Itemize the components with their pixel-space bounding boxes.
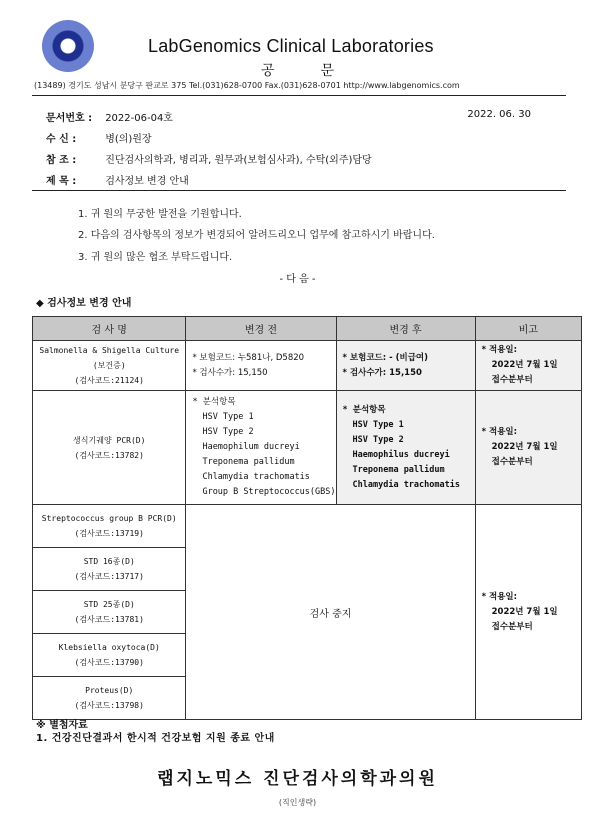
after-cell: [336, 341, 475, 391]
col-header-test-name: 검 사 명: [33, 317, 186, 341]
before-fee: * 검사수가: 15,150: [192, 367, 268, 378]
doc-date: 2022. 06. 30: [467, 109, 531, 120]
org-address: (13489) 경기도 성남시 분당구 판교로 375 Tel.(031)628-0700 Fax.(031)628-0701 http://www.labgenomics.com: [34, 81, 460, 90]
after-analyte: Treponema pallidum: [352, 464, 445, 475]
test-name: Streptococcus group B PCR(D): [41, 514, 177, 523]
test-code: (검사코드:13790): [74, 658, 144, 667]
recipient-label: 수 신 :: [46, 134, 77, 145]
attachment-item: 1. 건강진단결과서 한시적 건강보험 지원 종료 안내: [36, 733, 275, 744]
before-analyte: Chlamydia trachomatis: [202, 472, 310, 482]
before-analyte: Treponema pallidum: [202, 457, 295, 467]
reference-row: [46, 151, 372, 166]
test-name-cell: [33, 591, 186, 634]
test-name-cell: [33, 634, 186, 677]
divider: [32, 190, 566, 191]
subject-row: [46, 172, 189, 187]
test-name-cell: [33, 677, 186, 720]
note-date: 2022년 7월 1일: [491, 442, 558, 452]
test-name-cell: [33, 341, 186, 391]
col-header-before: 변경 전: [186, 317, 336, 341]
note-label: * 적용일:: [481, 427, 518, 437]
note-scope: 접수분부터: [491, 457, 533, 467]
test-code: (검사코드:13719): [74, 529, 144, 538]
section-title: ◆ 검사정보 변경 안내: [36, 298, 132, 309]
doc-number: 2022-06-04호: [105, 113, 173, 124]
after-analyte: Chlamydia trachomatis: [352, 479, 460, 490]
test-name: 생식기궤양 PCR(D): [73, 435, 146, 445]
table-row: [33, 341, 582, 391]
org-title: LabGenomics Clinical Laboratories: [148, 36, 434, 56]
test-change-table: [32, 316, 582, 720]
test-code: (검사코드:13782): [74, 450, 144, 460]
doc-number-row: [46, 109, 173, 124]
note-label: * 적용일:: [481, 345, 518, 355]
table-row: [33, 391, 582, 505]
reference-label: 참 조 :: [46, 155, 77, 166]
body-line-1: 1. 귀 원의 무궁한 발전을 기원합니다.: [78, 209, 242, 220]
table-row: [33, 505, 582, 548]
test-name: Salmonella & Shigella Culture: [39, 346, 180, 355]
after-fee: * 검사수가: 15,150: [342, 367, 422, 378]
test-code: (검사코드:21124): [74, 376, 144, 385]
doc-number-label: 문서번호 :: [46, 113, 93, 124]
note-cell: [475, 341, 581, 391]
test-name: Proteus(D): [85, 686, 134, 695]
test-name-cell: [33, 548, 186, 591]
test-name-cell: [33, 505, 186, 548]
before-cell: [186, 391, 336, 505]
after-analysis-label: * 분석항목: [342, 404, 386, 415]
body-line-2: 2. 다음의 검사항목의 정보가 변경되어 알려드리오니 업무에 참고하시기 바랍니다.: [78, 230, 435, 241]
before-analyte: Group B Streptococcus(GBS): [202, 487, 336, 497]
test-name-cell: [33, 391, 186, 505]
note-scope: 접수분부터: [491, 621, 533, 632]
col-header-after: 변경 후: [336, 317, 475, 341]
note-cell: [475, 505, 581, 720]
after-analyte: HSV Type 2: [352, 434, 404, 445]
before-analyte: Haemophilum ducreyi: [202, 442, 300, 452]
before-cell: [186, 341, 336, 391]
after-analyte: HSV Type 1: [352, 419, 404, 430]
test-subname: (보건증): [92, 361, 126, 370]
note-scope: 접수분부터: [491, 375, 533, 385]
body-line-3: 3. 귀 원의 많은 협조 부탁드립니다.: [78, 252, 233, 263]
before-analyte: HSV Type 2: [202, 427, 254, 437]
test-code: (검사코드:13781): [74, 615, 144, 624]
before-insurance-code: * 보험코드: 누581나, D5820: [192, 352, 305, 363]
reference: 진단검사의학과, 병리과, 원무과(보험심사과), 수탁(외주)담당: [105, 155, 372, 166]
recipient: 병(의)원장: [105, 134, 152, 145]
test-name: STD 25종(D): [83, 600, 135, 609]
after-insurance-code: * 보험코드: - (비급여): [342, 352, 429, 363]
after-analyte: Haemophilus ducreyi: [352, 449, 450, 460]
before-analysis-label: * 분석항목: [192, 397, 236, 407]
attachment-title: ※ 별첨자료: [36, 720, 88, 731]
test-code: (검사코드:13717): [74, 572, 144, 581]
subject-label: 제 목 :: [46, 176, 77, 187]
col-header-note: 비고: [475, 317, 581, 341]
subject: 검사정보 변경 안내: [105, 176, 189, 187]
note-date: 2022년 7월 1일: [491, 360, 558, 370]
dahum-heading: - 다 음 -: [279, 274, 316, 285]
before-analyte: HSV Type 1: [202, 412, 254, 422]
table-header-row: [33, 317, 582, 341]
recipient-row: [46, 130, 152, 145]
test-stopped-cell: 검사 중지: [186, 505, 475, 720]
doc-kind: 공문: [260, 63, 381, 79]
test-name: STD 16종(D): [83, 557, 135, 566]
test-name: Klebsiella oxytoca(D): [58, 643, 160, 652]
footer-org-name: 랩지노믹스 진단검사의학과의원: [157, 769, 438, 789]
note-label: * 적용일:: [481, 591, 518, 602]
divider: [32, 95, 566, 96]
seal-note: (직인생략): [278, 798, 317, 807]
test-code: (검사코드:13798): [74, 701, 144, 710]
note-date: 2022년 7월 1일: [491, 606, 558, 617]
note-cell: [475, 391, 581, 505]
after-cell: [336, 391, 475, 505]
